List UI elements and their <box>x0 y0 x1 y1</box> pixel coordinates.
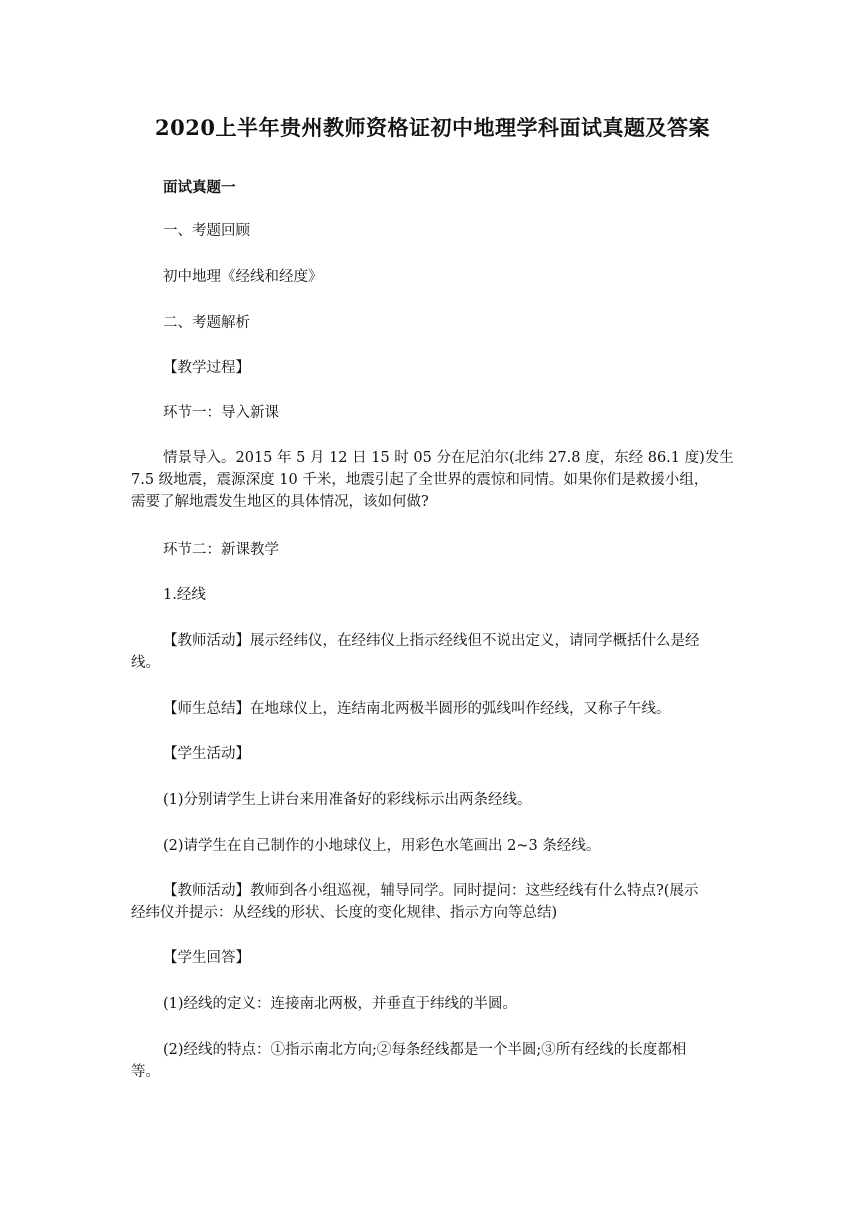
step-two-heading: 环节二：新课教学 <box>163 542 279 558</box>
summary-paragraph: 【师生总结】在地球仪上，连结南北两极半圆形的弧线叫作经线，又称子午线。 <box>163 701 671 717</box>
paragraph-line: 需要了解地震发生地区的具体情况，该如何做? <box>131 494 429 510</box>
paragraph-line: 经纬仪并提示：从经线的形状、长度的变化规律、指示方向等总结) <box>131 905 558 921</box>
paragraph-line: 7.5 级地震，震源深度 10 千米，地震引起了全世界的震惊和同情。如果你们是救援小组， <box>131 472 709 488</box>
teacher-activity-paragraph-2 <box>131 880 743 924</box>
heading-teaching-process: 【教学过程】 <box>163 360 250 376</box>
lesson-topic: 初中地理《经线和经度》 <box>163 269 323 285</box>
heading-analysis: 二、考题解析 <box>163 315 250 331</box>
paragraph-line: 【教师活动】教师到各小组巡视，辅导同学。同时提问：这些经线有什么特点?(展示 <box>163 883 699 899</box>
paragraph-line: 线。 <box>131 655 160 671</box>
meridian-features-paragraph <box>131 1039 743 1083</box>
subheading-meridian: 1.经线 <box>163 587 206 603</box>
paragraph-line: 情景导入。2015 年 5 月 12 日 15 时 05 分在尼泊尔(北纬 27.8 度，东经 86.1 度)发生 <box>163 450 734 466</box>
student-activity-heading: 【学生活动】 <box>163 746 250 762</box>
list-item: (2)请学生在自己制作的小地球仪上，用彩色水笔画出 2~3 条经线。 <box>163 838 601 854</box>
document-title: 2020上半年贵州教师资格证初中地理学科面试真题及答案 <box>155 115 710 140</box>
paragraph-line: (2)经线的特点：①指示南北方向;②每条经线都是一个半圆;③所有经线的长度都相 <box>163 1042 687 1058</box>
teacher-activity-paragraph <box>131 630 743 674</box>
paragraph-line: 【教师活动】展示经纬仪，在经纬仪上指示经线但不说出定义，请同学概括什么是经 <box>163 633 700 649</box>
student-answer-heading: 【学生回答】 <box>163 950 250 966</box>
scenario-paragraph <box>131 447 743 513</box>
section-heading-interview-1: 面试真题一 <box>163 179 236 196</box>
list-item: (1)分别请学生上讲台来用准备好的彩线标示出两条经线。 <box>163 792 532 808</box>
step-one-heading: 环节一：导入新课 <box>163 405 279 421</box>
heading-review: 一、考题回顾 <box>163 223 250 239</box>
list-item: (1)经线的定义：连接南北两极，并垂直于纬线的半圆。 <box>163 996 518 1012</box>
paragraph-line: 等。 <box>131 1064 160 1080</box>
